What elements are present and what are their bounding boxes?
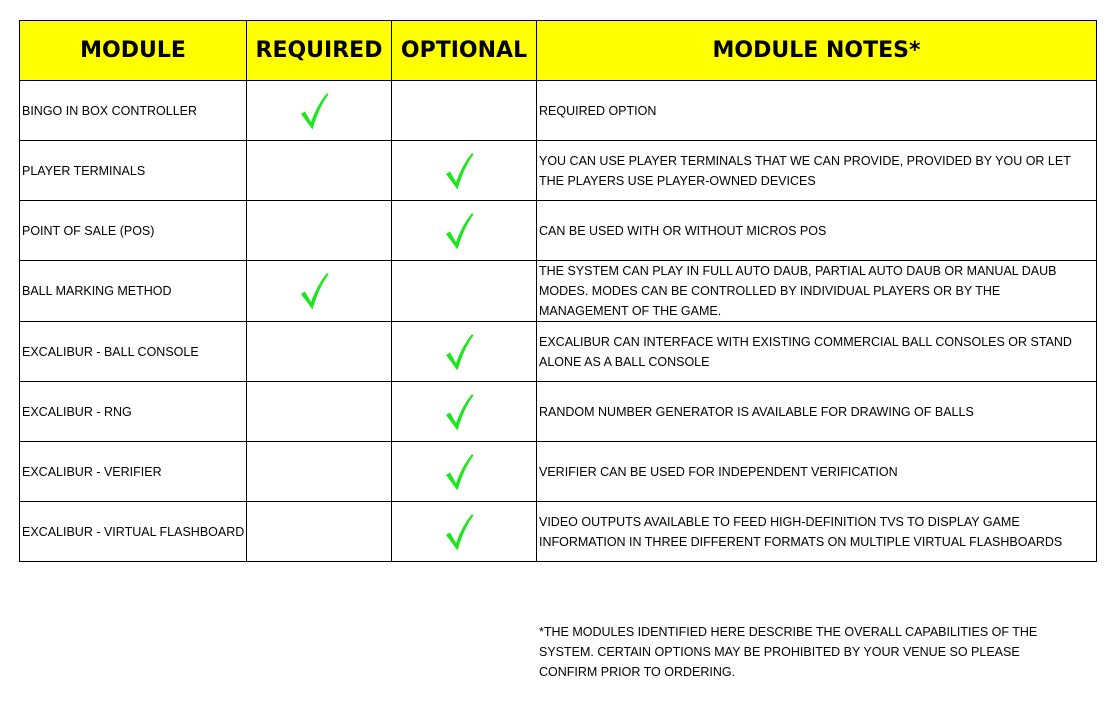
module-notes-cell: RANDOM NUMBER GENERATOR IS AVAILABLE FOR DRAWING OF BALLS [537,382,1097,442]
checkmark-icon [444,332,474,372]
optional-cell [392,502,537,562]
checkmark-icon [444,211,474,251]
module-name-cell: EXCALIBUR - BALL CONSOLE [20,322,247,382]
table-row [20,322,1097,382]
optional-cell [392,141,537,201]
table-row [20,201,1097,261]
required-cell [247,81,392,141]
header-module-notes: MODULE NOTES* [537,21,1097,81]
required-cell [247,261,392,322]
required-cell [247,141,392,201]
required-cell [247,382,392,442]
modules-table [19,20,1097,562]
checkmark-icon [444,392,474,432]
table-body [20,81,1097,562]
module-name-cell: EXCALIBUR - VERIFIER [20,442,247,502]
module-notes-cell: CAN BE USED WITH OR WITHOUT MICROS POS [537,201,1097,261]
checkmark-icon [444,151,474,191]
table-row [20,382,1097,442]
module-name-cell: PLAYER TERMINALS [20,141,247,201]
checkmark-icon [444,452,474,492]
table-row [20,442,1097,502]
module-name-cell: EXCALIBUR - RNG [20,382,247,442]
table-row [20,261,1097,322]
optional-cell [392,261,537,322]
header-optional: OPTIONAL [392,21,537,81]
table-row [20,502,1097,562]
optional-cell [392,442,537,502]
footnote: *THE MODULES IDENTIFIED HERE DESCRIBE THE OVERALL CAPABILITIES OF THE SYSTEM. CERTAIN OPTIONS MAY BE PROHIBITED BY YOUR VENUE SO PLEASE CONFIRM PRIOR TO ORDERING. [539,625,1038,679]
header-module: MODULE [20,21,247,81]
table-row [20,81,1097,141]
module-notes-cell: YOU CAN USE PLAYER TERMINALS THAT WE CAN PROVIDE, PROVIDED BY YOU OR LET THE PLAYERS USE PLAYER-OWNED DEVICES [537,141,1097,201]
checkmark-icon [299,271,329,311]
module-name-cell: BINGO IN BOX CONTROLLER [20,81,247,141]
required-cell [247,201,392,261]
optional-cell [392,81,537,141]
header-row [20,21,1097,81]
optional-cell [392,322,537,382]
optional-cell [392,201,537,261]
table-row [20,141,1097,201]
module-notes-cell: VERIFIER CAN BE USED FOR INDEPENDENT VERIFICATION [537,442,1097,502]
required-cell [247,502,392,562]
module-notes-cell: VIDEO OUTPUTS AVAILABLE TO FEED HIGH-DEFINITION TVS TO DISPLAY GAME INFORMATION IN THREE DIFFERENT FORMATS ON MULTIPLE VIRTUAL FLASHBOARDS [537,502,1097,562]
module-notes-cell: EXCALIBUR CAN INTERFACE WITH EXISTING COMMERCIAL BALL CONSOLES OR STAND ALONE AS A BALL CONSOLE [537,322,1097,382]
module-name-cell: POINT OF SALE (POS) [20,201,247,261]
optional-cell [392,382,537,442]
required-cell [247,442,392,502]
module-notes-cell: REQUIRED OPTION [537,81,1097,141]
checkmark-icon [444,512,474,552]
checkmark-icon [299,91,329,131]
header-required: REQUIRED [247,21,392,81]
module-name-cell: EXCALIBUR - VIRTUAL FLASHBOARD [20,502,247,562]
module-notes-cell: THE SYSTEM CAN PLAY IN FULL AUTO DAUB, PARTIAL AUTO DAUB OR MANUAL DAUB MODES. MODES CAN BE CONTROLLED BY INDIVIDUAL PLAYERS OR BY THE MANAGEMENT OF THE GAME. [537,261,1097,322]
required-cell [247,322,392,382]
module-name-cell: BALL MARKING METHOD [20,261,247,322]
